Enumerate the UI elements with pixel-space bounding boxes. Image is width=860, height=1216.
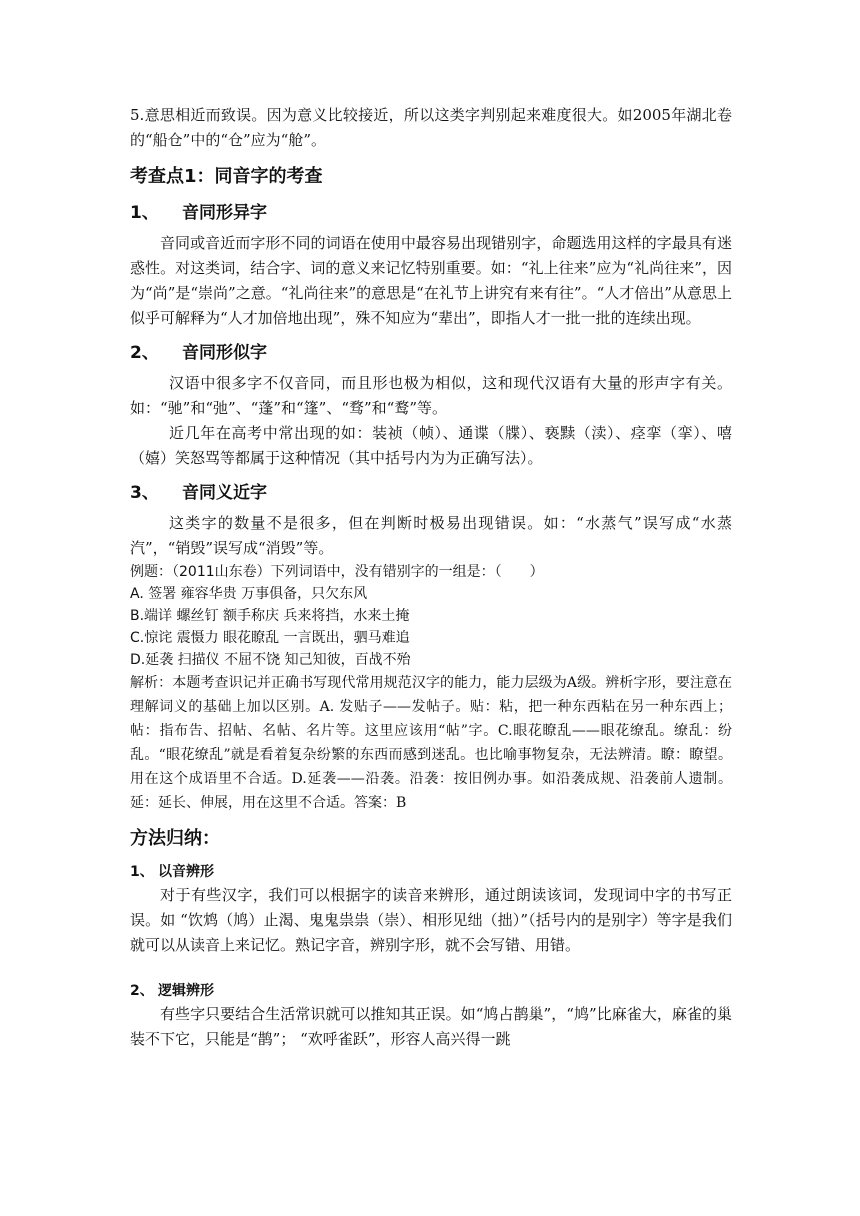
analysis-text: 解析：本题考查识记并正确书写现代常用规范汉字的能力，能力层级为A级。辨析字形，要注意在理解词义的基础上加以区别。A. 发贴子——发帖子。贴：粘，把一种东西粘在另一种东西上；帖：指布告、招帖、名帖、名片等。这里应该用“帖”字。C.眼花瞭乱——眼花缭乱。缭乱：纷乱。“眼花缭乱”就是看着复杂纷繁的东西而感到迷乱。也比喻事物复杂，无法辨清。瞭：瞭望。用在这个成语里不合适。D.延袭——沿袭。沿袭：按旧例办事。如沿袭成规、沿袭前人遗制。延：延长、伸展，用在这里不合适。答案：B <box>130 675 732 811</box>
option-b: B.端详 螺丝钉 额手称庆 兵来将挡，水来土掩 <box>130 608 410 624</box>
subheading-2 <box>130 339 732 367</box>
subheading-number: 3、 <box>130 483 159 503</box>
subheading-title: 音同义近字 <box>182 483 267 503</box>
method-title: 以音辨形 <box>158 864 214 880</box>
method-title: 逻辑辨形 <box>158 983 214 999</box>
subheading-number: 2、 <box>130 343 159 363</box>
example-question: 例题：（2011山东卷）下列词语中，没有错别字的一组是：（ ） <box>130 564 544 580</box>
document-page <box>130 103 732 1052</box>
method-number: 2、 <box>130 983 154 999</box>
method-heading-2 <box>130 980 732 1002</box>
paragraph-sub2-b: 近几年在高考中常出现的如：装祯（帧）、通谍（牒）、亵黩（渎）、痉挛（挛）、嘻（嬉）笑怒骂等都属于这种情况（其中括号内为为正确写法）。 <box>130 424 732 467</box>
paragraph-method-2: 有些字只要结合生活常识就可以推知其正误。如“鸠占鹊巢”，“鸠”比麻雀大，麻雀的巢装不下它，只能是“鹊”； “欢呼雀跃”，形容人高兴得一跳 <box>130 1005 732 1048</box>
paragraph-point-5: 5.意思相近而致误。因为意义比较接近，所以这类字判别起来难度很大。如2005年湖北卷的“船仓”中的“仓”应为“舱”。 <box>130 106 732 149</box>
method-heading-1 <box>130 861 732 883</box>
subheading-title: 音同形异字 <box>182 203 267 223</box>
paragraph-sub3: 这类字的数量不是很多，但在判断时极易出现错误。如：“水蒸气”误写成“水蒸汽”，“销毁”误写成“消毁”等。 <box>130 514 732 557</box>
option-a: A. 签署 雍容华贵 万事俱备，只欠东风 <box>130 586 368 602</box>
subheading-3 <box>130 479 732 507</box>
subheading-number: 1、 <box>130 203 159 223</box>
option-c: C.惊诧 震慑力 眼花瞭乱 一言既出，驷马难追 <box>130 630 410 646</box>
subheading-1 <box>130 199 732 227</box>
option-d: D.延袭 扫描仪 不屈不饶 知己知彼，百战不殆 <box>130 652 411 668</box>
method-number: 1、 <box>130 864 154 880</box>
spacer <box>130 958 732 978</box>
subheading-title: 音同形似字 <box>182 343 267 363</box>
paragraph-method-1: 对于有些汉字，我们可以根据字的读音来辨形，通过朗读该词，发现词中字的书写正误。如 “饮鸩（鸠）止渴、鬼鬼祟祟（崇）、相形见绌（拙）”（括号内的是别字）等字是我们就可以从读音上来记忆。熟记字音，辨别字形，就不会写错、用错。 <box>130 886 732 954</box>
paragraph-sub1: 音同或音近而字形不同的词语在使用中最容易出现错别字，命题选用这样的字最具有迷惑性。对这类词，结合字、词的意义来记忆特别重要。如：“礼上往来”应为“礼尚往来”，因为“尚”是“崇尚”之意。“礼尚往来”的意思是“在礼节上讲究有来有往”。“人才倍出”从意思上似乎可解释为“人才加倍地出现”，殊不知应为“辈出”，即指人才一批一批的连续出现。 <box>130 234 732 327</box>
section-title-methods: 方法归纳： <box>130 828 220 849</box>
paragraph-sub2-a: 汉语中很多字不仅音同，而且形也极为相似，这和现代汉语有大量的形声字有关。如：“驰”和“弛”、“蓬”和“篷”、“骛”和“鹜”等。 <box>130 374 732 417</box>
section-title-homophones: 考查点1：同音字的考查 <box>130 166 323 187</box>
